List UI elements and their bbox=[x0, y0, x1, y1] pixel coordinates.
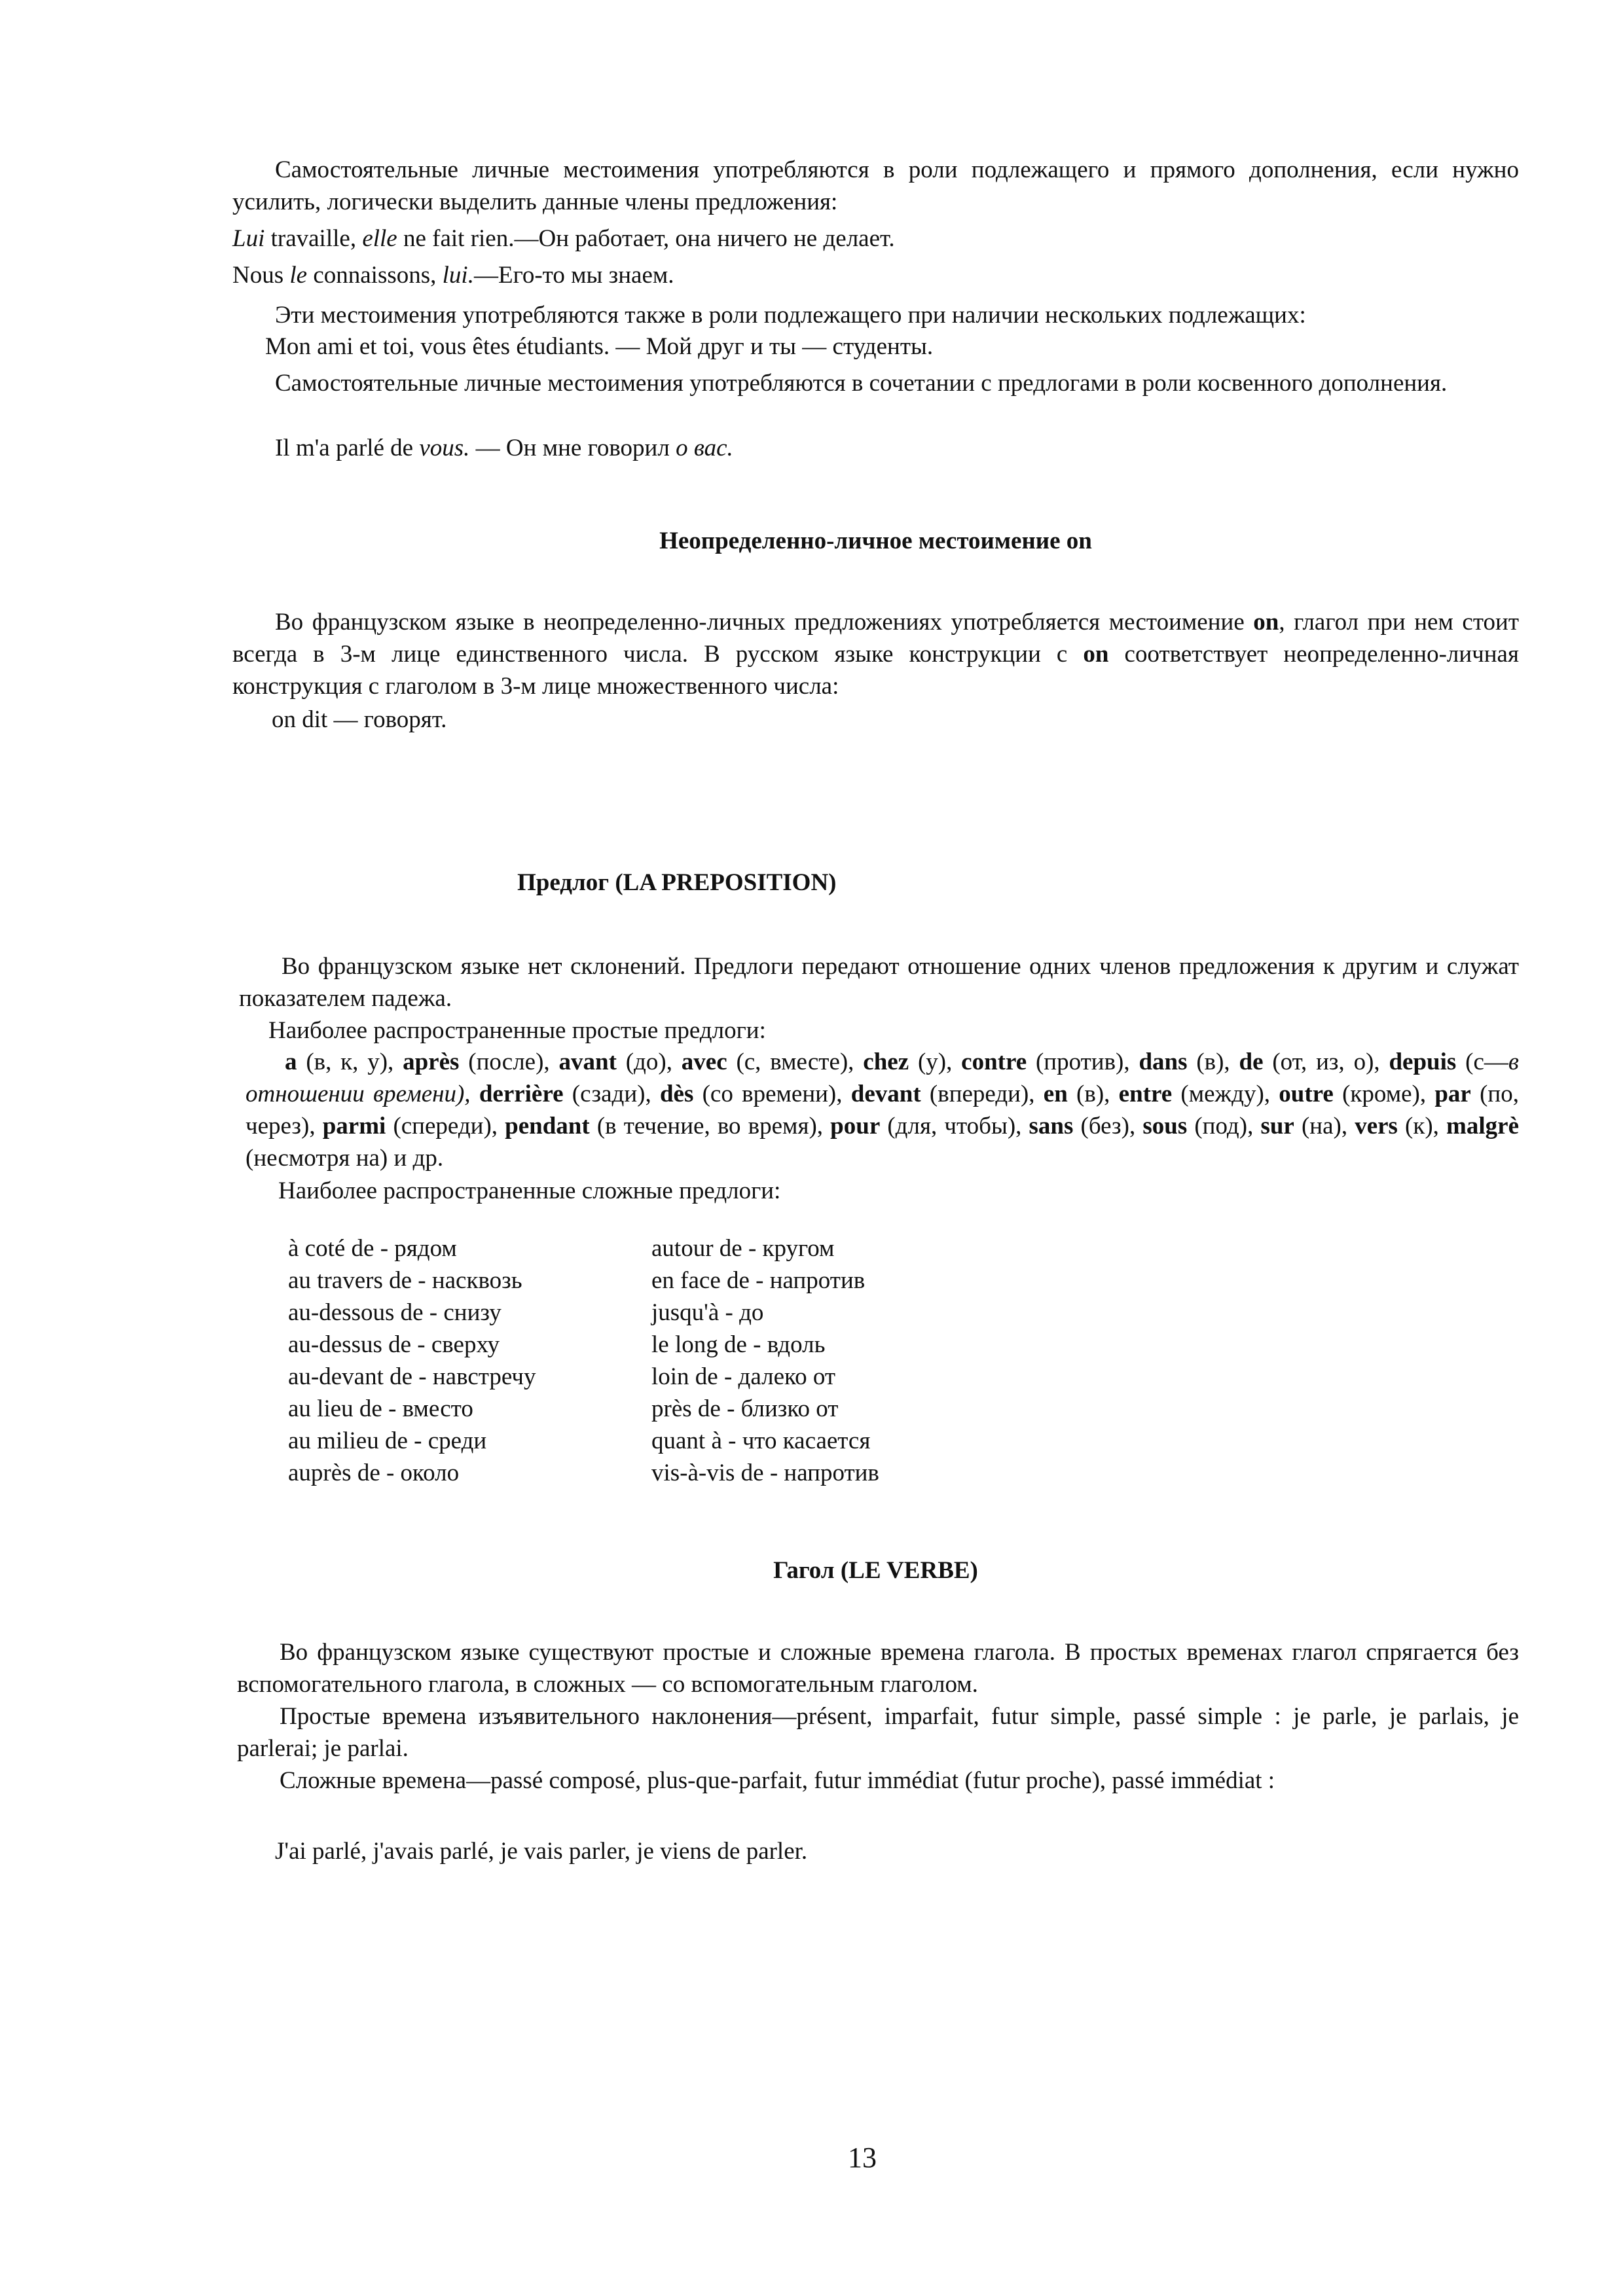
on-section-example: on dit — говорят. bbox=[272, 706, 447, 733]
list-item: jusqu'à - до bbox=[651, 1299, 764, 1326]
list-item: au-dessus de - сверху bbox=[288, 1331, 500, 1358]
preposition-paragraph-3: Наиболее распространенные сложные предлоги: bbox=[278, 1177, 781, 1204]
page-number: 13 bbox=[848, 2142, 877, 2174]
simple-prepositions-list: a (в, к, у), après (после), avant (до), avec (с, вместе), chez (у), contre (против), dans (в), de (от, из, о), depuis (с—в отношении времени), derrière (сзади), dès (со времени), devant (впереди), en (в), entre (между), outre (кроме), par (по, через), parmi (спереди), pendant (в течение, во время), pour (для, чтобы), sans (без), sous (под), sur (на), vers (к), malgrè (несмотря на) и др. bbox=[246, 1049, 1519, 1172]
pronouns-paragraph-3: Самостоятельные личные местоимения употребляются в сочетании с предлогами в роли косвенного дополнения. bbox=[275, 370, 1448, 397]
list-item: autour de - кругом bbox=[651, 1235, 835, 1262]
preposition-paragraph-2: Наиболее распространенные простые предлоги: bbox=[268, 1017, 766, 1044]
list-item: loin de - далеко от bbox=[651, 1363, 836, 1390]
on-section-paragraph: Во французском языке в неопределенно-личных предложениях употребляется местоимение on, глагол при нем стоит всегда в 3-м лице единственного числа. В русском языке конструкции с on соответствует неопределенно-личная конструкция с глаголом в 3-м лице множественного числа: bbox=[232, 609, 1520, 700]
list-item: près de - близко от bbox=[651, 1395, 839, 1422]
list-item: au lieu de - вместо bbox=[288, 1395, 473, 1422]
list-item: à coté de - рядом bbox=[288, 1235, 457, 1262]
pronouns-example-2: Nous le connaissons, lui.—Его-то мы знаем. bbox=[232, 262, 674, 289]
pronouns-example-4: Il m'a parlé de vous. — Он мне говорил о вас. bbox=[275, 435, 733, 461]
preposition-heading: Предлог (LA PREPOSITION) bbox=[517, 869, 837, 896]
list-item: au-devant de - навстречу bbox=[288, 1363, 536, 1390]
verb-paragraph-1: Во французском языке существуют простые и сложные времена глагола. В простых временах глагол спрягается без вспомогательного глагола, в сложных — со вспомогательным глаголом. bbox=[237, 1639, 1519, 1698]
compound-prepositions-left-column bbox=[288, 1232, 536, 1489]
verb-heading: Гагол (LE VERBE) bbox=[773, 1557, 978, 1584]
list-item: au-dessous de - снизу bbox=[288, 1299, 501, 1326]
pronouns-example-3: Mon ami et toi, vous êtes étudiants. — Мой друг и ты — студенты. bbox=[265, 333, 934, 360]
verb-example: J'ai parlé, j'avais parlé, je vais parler, je viens de parler. bbox=[275, 1838, 808, 1865]
pronouns-example-1: Lui travaille, elle ne fait rien.—Он работает, она ничего не делает. bbox=[232, 225, 895, 252]
verb-paragraph-3: Сложные времена—passé composé, plus-que-parfait, futur immédiat (futur proche), passé immédiat : bbox=[280, 1767, 1275, 1794]
list-item: au travers de - насквозь bbox=[288, 1267, 522, 1294]
pronouns-paragraph-1: Самостоятельные личные местоимения употребляются в роли подлежащего и прямого дополнения, если нужно усилить, логически выделить данные члены предложения: bbox=[232, 156, 1519, 215]
on-section-heading: Неопределенно-личное местоимение on bbox=[659, 528, 1092, 554]
list-item: vis-à-vis de - напротив bbox=[651, 1460, 879, 1486]
verb-paragraph-2: Простые времена изъявительного наклонения—présent, imparfait, futur simple, passé simple : je parle, je parlais, je parlerai; je parlai. bbox=[237, 1703, 1519, 1762]
list-item: auprès de - около bbox=[288, 1460, 460, 1486]
compound-prepositions-right-column bbox=[651, 1232, 879, 1489]
list-item: quant à - что касается bbox=[651, 1427, 871, 1454]
preposition-paragraph-1: Во французском языке нет склонений. Предлоги передают отношение одних членов предложения к другим и служат показателем падежа. bbox=[239, 953, 1519, 1012]
pronouns-paragraph-2: Эти местоимения употребляются также в роли подлежащего при наличии нескольких подлежащих: bbox=[275, 302, 1306, 329]
list-item: en face de - напротив bbox=[651, 1267, 866, 1294]
list-item: le long de - вдоль bbox=[651, 1331, 826, 1358]
list-item: au milieu de - среди bbox=[288, 1427, 487, 1454]
